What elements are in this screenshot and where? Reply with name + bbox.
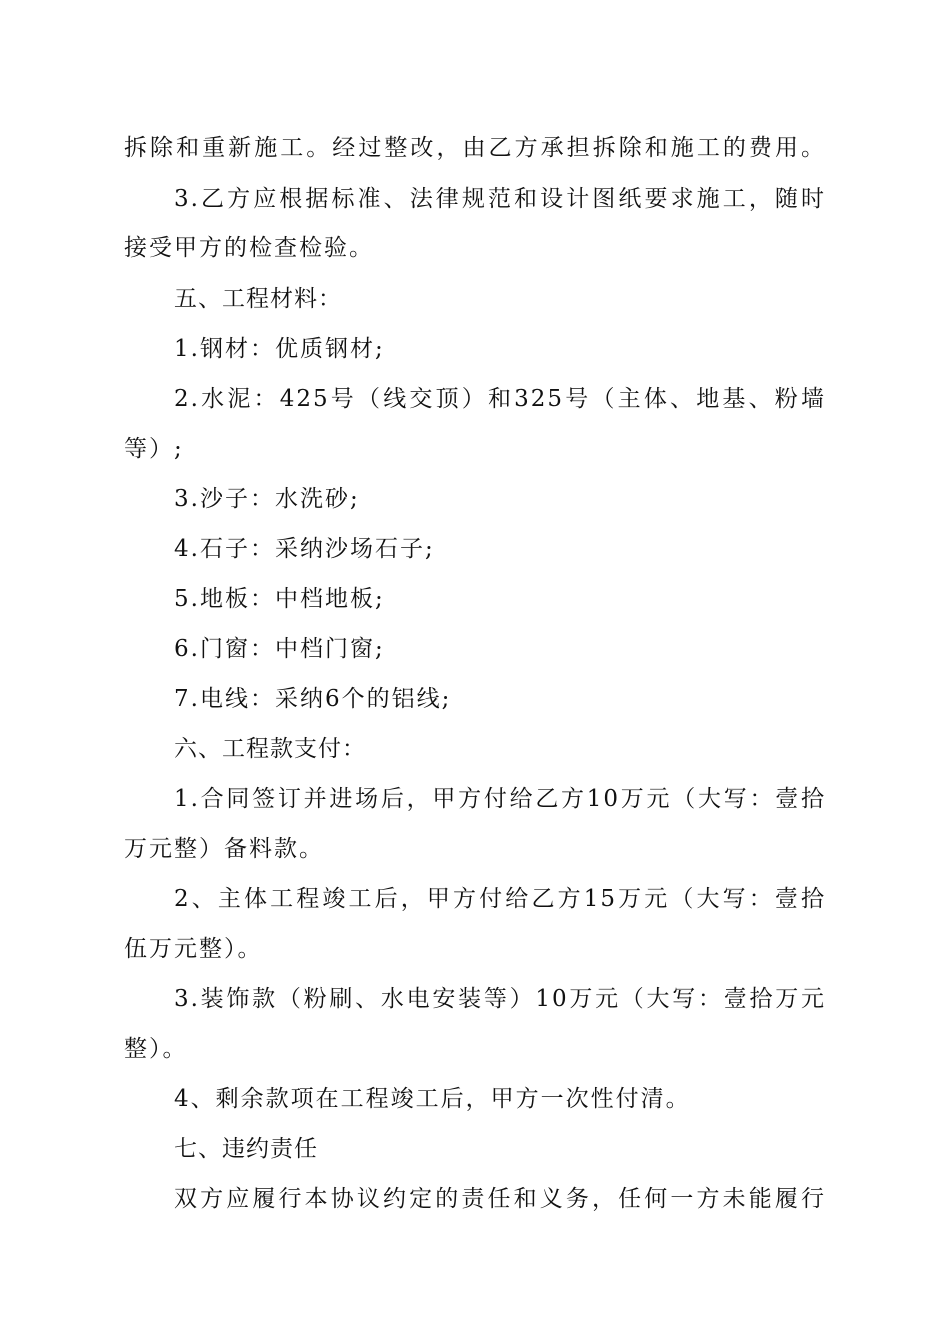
- list-item: 1.钢材：优质钢材;: [174, 336, 385, 362]
- paragraph-line: 伍万元整）。: [124, 936, 263, 962]
- list-item: 4.石子：采纳沙场石子;: [174, 536, 435, 562]
- list-item: 1.合同签订并进场后，甲方付给乙方10万元（大写：壹拾: [174, 786, 826, 812]
- list-item: 5.地板：中档地板;: [174, 586, 385, 612]
- list-item: 3.装饰款（粉刷、水电安装等）10万元（大写：壹拾万元: [174, 986, 826, 1012]
- section-heading: 六、工程款支付：: [174, 736, 366, 762]
- section-heading: 五、工程材料：: [174, 286, 342, 312]
- paragraph-line: 拆除和重新施工。经过整改，由乙方承担拆除和施工的费用。: [124, 135, 826, 161]
- list-item: 7.电线：采纳6个的铝线;: [174, 686, 452, 712]
- paragraph-line: 万元整）备料款。: [124, 836, 324, 862]
- paragraph-line: 双方应履行本协议约定的责任和义务，任何一方未能履行: [174, 1186, 826, 1212]
- paragraph-line: 等）;: [124, 436, 184, 462]
- section-heading: 七、违约责任: [174, 1136, 318, 1162]
- list-item: 6.门窗：中档门窗;: [174, 636, 385, 662]
- list-item: 3.沙子：水洗砂;: [174, 486, 360, 512]
- list-item: 2.水泥：425号（线交顶）和325号（主体、地基、粉墙: [174, 386, 826, 412]
- paragraph-line: 整）。: [124, 1036, 188, 1062]
- paragraph-line: 3.乙方应根据标准、法律规范和设计图纸要求施工，随时: [174, 186, 826, 212]
- paragraph-line: 接受甲方的检查检验。: [124, 235, 374, 261]
- list-item: 2、主体工程竣工后，甲方付给乙方15万元（大写：壹拾: [174, 886, 826, 912]
- list-item: 4、剩余款项在工程竣工后，甲方一次性付清。: [174, 1086, 691, 1112]
